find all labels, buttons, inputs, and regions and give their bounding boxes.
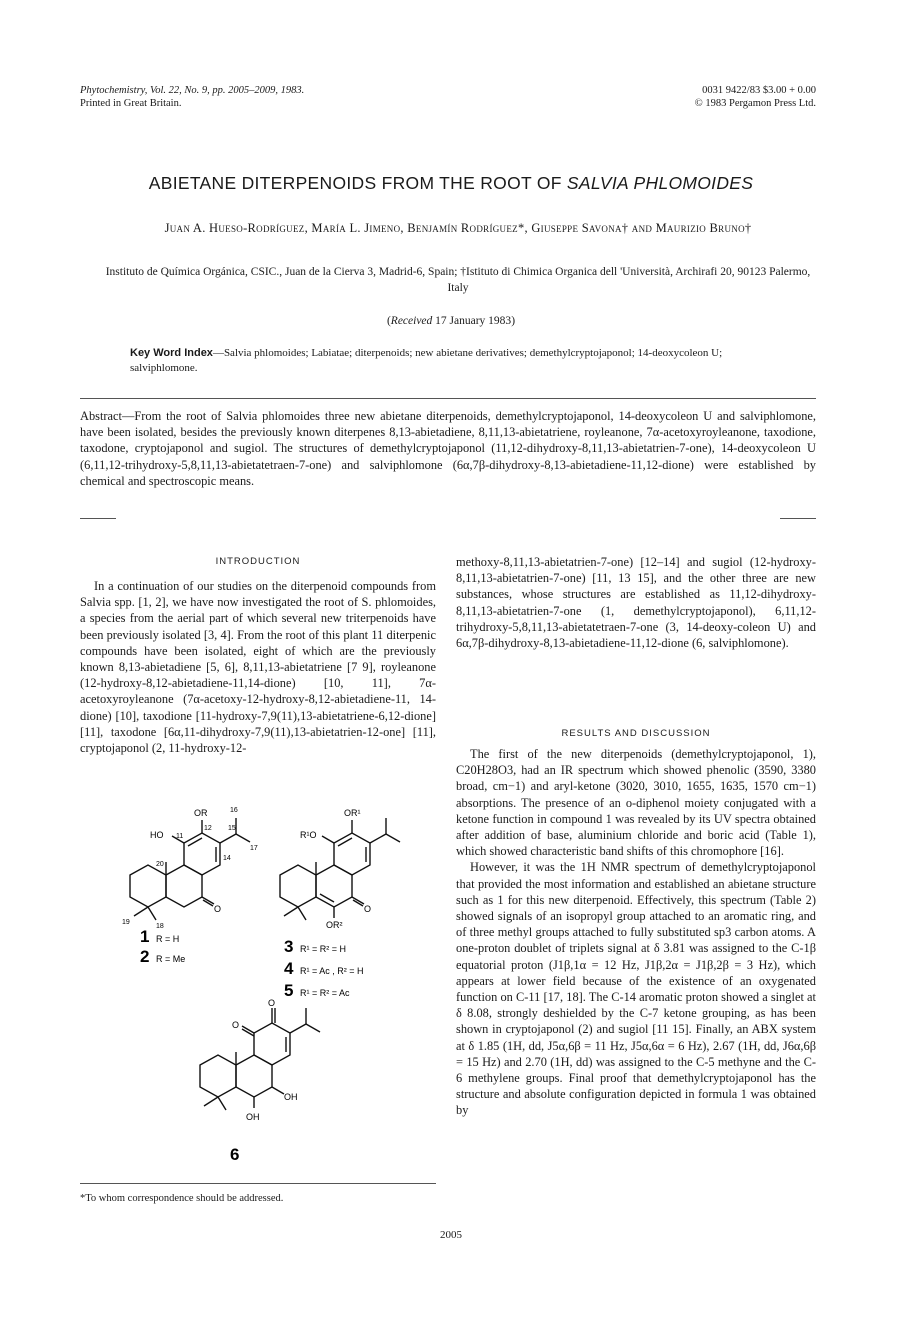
footnote-rule [80,1183,436,1184]
title-main: ABIETANE DITERPENOIDS FROM THE ROOT OF [148,173,567,193]
introduction-body [80,578,436,756]
atom-o-6a: O [268,998,276,1008]
atom-oh-7: OH [284,1092,298,1102]
abstract [80,408,816,489]
atom-n20: 20 [156,861,164,868]
results-paragraph-2: However, it was the 1H NMR spectrum of demethylcryptojaponol that provided the most information and established an abietane structure such as 1 for this new diterpenoid. Effectively, this spectrum (Table 2) showed signals of an isopropyl group attached to an aromatic ring, and of three methyl groups attached to fully substituted sp3 carbon atoms. A one-proton doublet of triplets signal at δ 3.81 was assigned to the C-1β equatorial proton (J1β,1α = 12 Hz, J1β,2α = J1β,2β = 3 Hz), which appears at lower field because of the existence of an oxygenated function on C-11 [17, 18]. The C-14 aromatic proton showed a singlet at δ 8.08, strongly deshielded by the C-7 ketone grouping, as has been shown in cryptojaponol (2) and sugiol [11 15]. Finally, an ABX system at δ 1.85 (1H, dd, J5α,6β = 11 Hz, J5α,6α = 6 Hz), 2.67 (1H, dd, J6α,6β = 15 Hz) and 2.70 (1H, dd) was assigned to the C-5 methyne and the C-6 methylene groups. Final proof that demethylcryptojaponol has the structure and absolute configuration depicted in formula 1 was obtained by [456,860,816,1118]
structure-label-6: 6 [230,1145,240,1164]
affiliation: Instituto de Química Orgánica, CSIC., Juan de la Cierva 3, Madrid-6, Spain; †Istituto di Chimica Organica dell 'Università, Archirafi 20, 90123 Palermo, Italy [105,266,811,294]
atom-n17: 17 [250,845,258,852]
structure-sub-3: R¹ = R² = H [300,944,347,954]
atom-o-ketone: O [214,904,222,914]
structure-label-2: 2 [140,947,150,966]
right-column-continued [456,554,816,651]
page-number: 2005 [440,1229,462,1241]
received-label: Received [390,315,433,327]
abstract-bottom-rule-left [80,518,116,519]
introduction-heading: INTRODUCTION [215,556,301,567]
abstract-label: Abstract [80,409,122,423]
abstract-text: —From the root of Salvia phlomoides three new abietane diterpenoids, demethylcryptojaponol, 14-deoxycoleon U and salviphlomone, have been isolated, besides the previously known diterpenes 8,13-abietadiene, 8,11,13-abietatriene, royleanone, 7α-acetoxyroyleanone, taxodione, taxodone, cryptojaponol and sugiol. The structures of demethylcryptojaponol (11,12-dihydroxy-8,11,13-abietatrien-7-one), 14-deoxycoleon U (6,11,12-trihydroxy-5,8,11,13-abietatetraen-7-one) and salviphlomone (6α,7β-dihydroxy-8,13-abietadiene-11,12-dione) were established by chemical and spectroscopic means. [80,409,816,488]
structure-label-3: 3 [284,937,294,956]
paper-title [0,173,902,194]
atom-n11: 11 [176,833,184,840]
atom-n19: 19 [122,919,130,926]
journal-line2: Printed in Great Britain. [80,98,182,109]
atom-ho: HO [150,830,164,840]
atom-n14: 14 [223,855,231,862]
structure-3-5-drawing [280,818,400,920]
journal-line1: Phytochemistry, Vol. 22, No. 9, pp. 2005–2009, 1983. [80,85,305,96]
received-value: 17 January 1983 [435,315,512,327]
structure-sub-5: R¹ = R² = Ac [300,988,350,998]
structure-6-drawing [200,1008,320,1110]
atom-o-6b: O [232,1020,240,1030]
structure-1-2-drawing [130,818,250,920]
chemical-structures-figure [100,800,440,1170]
results-body [456,746,816,1119]
author-list: Juan A. Hueso-Rodríguez, María L. Jimeno, Benjamín Rodríguez*, Giuseppe Savona† and Maurizio Bruno† [164,221,752,235]
abstract-bottom-rule-right [780,518,816,519]
keyword-label: Key Word Index [130,347,213,359]
abstract-top-rule [80,398,816,399]
code-line2: © 1983 Pergamon Press Ltd. [694,98,816,109]
code-line1: 0031 9422/83 $3.00 + 0.00 [702,85,816,96]
footnote: *To whom correspondence should be addressed. [80,1193,284,1204]
atom-or2: OR² [326,920,343,930]
structure-sub-4: R¹ = Ac , R² = H [300,966,364,976]
title-species: SALVIA PHLOMOIDES [566,173,754,193]
publisher-code [695,84,816,110]
structure-label-4: 4 [284,959,294,978]
structure-sub-2: R = Me [156,954,186,964]
atom-n18: 18 [156,923,164,930]
atom-or: OR [194,808,208,818]
structure-sub-1: R = H [156,934,180,944]
received-date: (Received 17 January 1983) [386,315,516,327]
results-paragraph-1: The first of the new diterpenoids (demethylcryptojaponol, 1), C20H28O3, had an IR spectrum which showed phenolic (3590, 3380 broad, cm−1) and aryl-ketone (3020, 3010, 1655, 1635, 1570 cm−1) absorptions. The presence of an o-diphenol moiety conjugated with a ketone function in compound 1 was revealed by its UV spectra obtained after addition of base, aluminium chloride and boric acid (Table 1), which showed characteristic band shifts of this chromophore [16]. [456,747,816,859]
keyword-text: —Salvia phlomoides; Labiatae; diterpenoids; new abietane derivatives; demethylcryptojaponol; 14-deoxycoleon U; salviphlomone. [130,347,723,374]
keyword-index [130,346,786,376]
atom-n12: 12 [204,825,212,832]
atom-oh-6: OH [246,1112,260,1122]
journal-citation [80,84,304,110]
atom-n15: 15 [228,825,236,832]
atom-or1: OR¹ [344,808,361,818]
structure-label-1: 1 [140,927,150,946]
right-continuation-text: methoxy-8,11,13-abietatrien-7-one) [12–14] and sugiol (12-hydroxy-8,11,13-abietatrien-7-one) [11, 13 15], and the other three are new substances, whose structures are established as 11,12-dihydroxy-8,11,13-abietatrien-7-one (1, demethylcryptojaponol), 6,11,12-trihydroxy-5,8,11,13-abietatetraen-7-one (3, 14-deoxy-coleon U) and 6α,7β-dihydroxy-8,13-abietadiene-11,12-dione (6, salviphlomone). [456,555,816,651]
structure-label-5: 5 [284,981,294,1000]
atom-r1o: R¹O [300,830,317,840]
atom-o-ketone-3: O [364,904,372,914]
atom-n16: 16 [230,807,238,814]
results-heading: RESULTS AND DISCUSSION [561,728,711,739]
introduction-paragraph: In a continuation of our studies on the diterpenoid compounds from Salvia spp. [1, 2], we have now investigated the root of S. phlomoides, a species from the aerial part of which several new triterpenoids have been previously isolated [3, 4]. From the root of this plant 11 diterpenic compounds have been isolated, eight of which are the previously known 8,13-abietadiene [5, 6], 8,11,13-abietatriene [7 9], royleanone (12-hydroxy-8,12-abietadiene-11,14-dione) [10, 11], 7α-acetoxyroyleanone (7α-acetoxy-12-hydroxy-8,12-abietadiene-11, 14-dione) [10], taxodione [11-hydroxy-7,9(11),13-abietatriene-6,12-dione] [11], taxodone [6α,11-dihydroxy-7,9(11),13-abietatrien-12-one] [11], cryptojaponol (2, 11-hydroxy-12- [80,579,436,756]
